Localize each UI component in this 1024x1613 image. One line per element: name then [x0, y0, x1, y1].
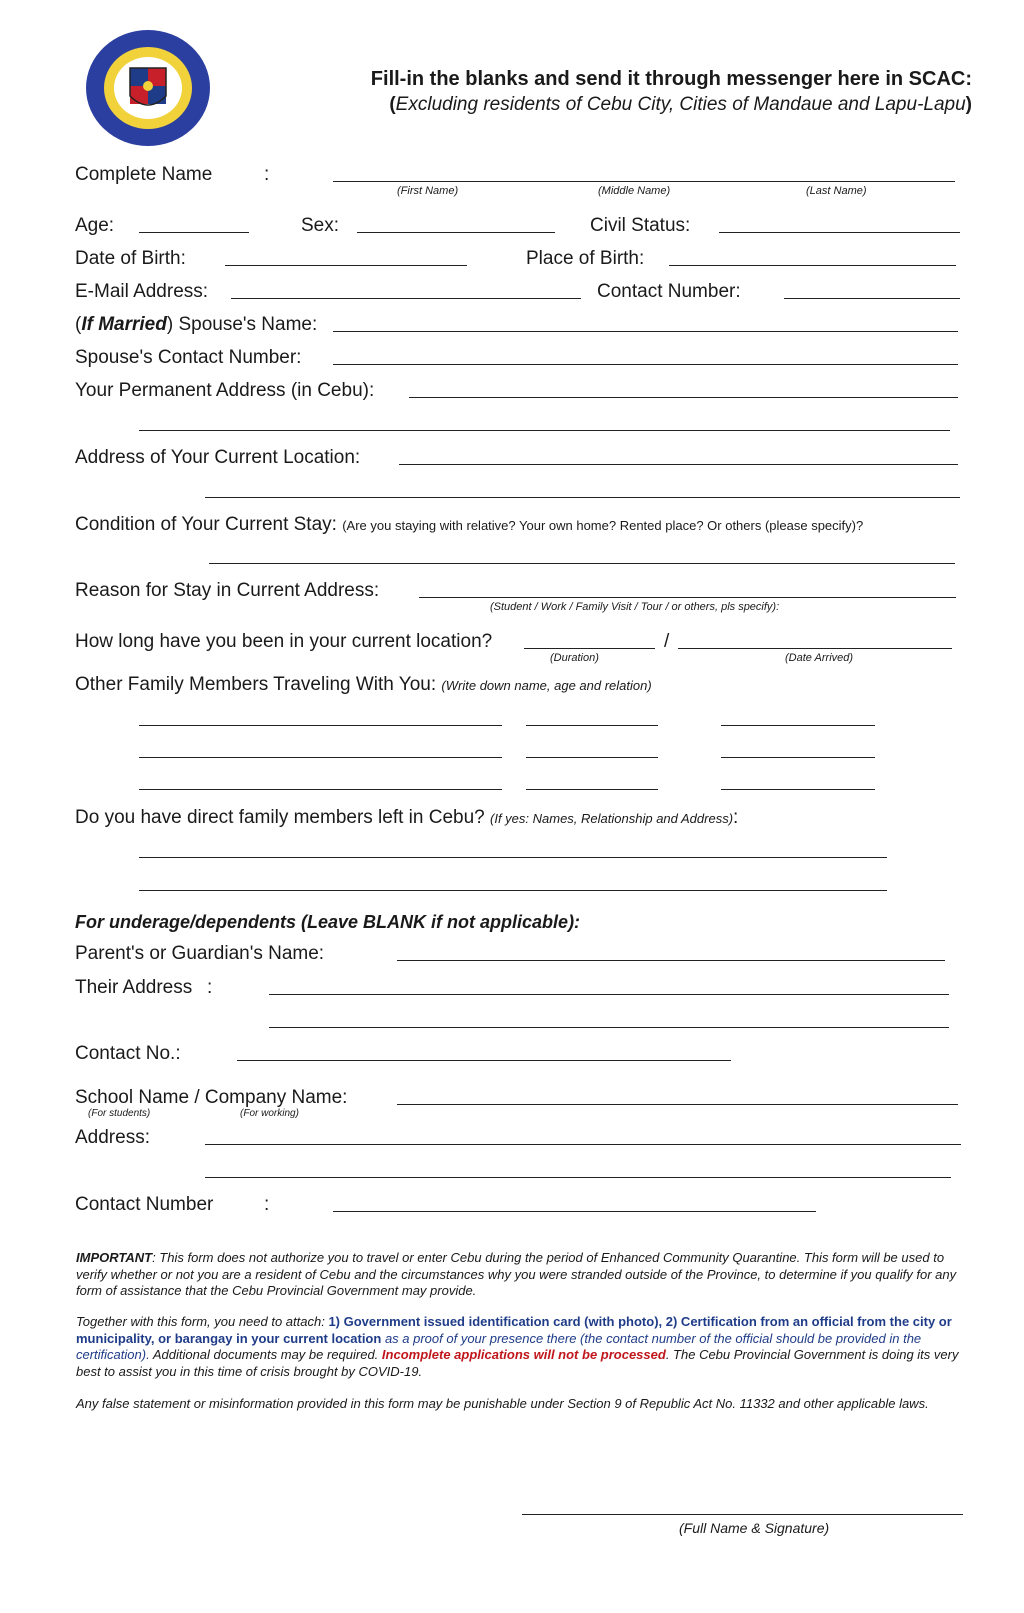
date-arrived-field[interactable]	[678, 648, 952, 649]
permanent-address-field-1[interactable]	[409, 397, 958, 398]
other-family-label	[75, 675, 652, 694]
condition-stay-field[interactable]	[209, 563, 955, 564]
permanent-address-field-2[interactable]	[139, 430, 950, 431]
current-location-label: Address of Your Current Location:	[75, 447, 361, 468]
condition-stay-hint: (Are you staying with relative? Your own home? Rented place? Or others (please specify)?	[342, 518, 864, 533]
signature-field[interactable]	[522, 1514, 963, 1515]
spouse-contact-field[interactable]	[333, 364, 958, 365]
condition-stay-label	[75, 515, 863, 534]
spouse-contact-label: Spouse's Contact Number:	[75, 347, 302, 368]
civil-status-field[interactable]	[719, 232, 960, 233]
underage-contact-number-field[interactable]	[333, 1211, 816, 1212]
guardian-name-field[interactable]	[397, 960, 945, 961]
attach-intro: Together with this form, you need to attach:	[76, 1314, 329, 1329]
family-member-age-2[interactable]	[526, 757, 658, 758]
family-left-field-1[interactable]	[139, 857, 887, 858]
false-statement-note: Any false statement or misinformation provided in this form may be punishable under Section 9 of Republic Act No. 11332 and other applicable laws.	[76, 1396, 929, 1411]
spouse-name-label: (If Married) Spouse's Name:	[75, 314, 318, 335]
date-arrived-hint: (Date Arrived)	[785, 652, 854, 664]
complete-name-colon: :	[264, 164, 270, 185]
first-name-hint: (First Name)	[397, 185, 459, 197]
middle-name-hint: (Middle Name)	[598, 185, 671, 197]
family-left-field-2[interactable]	[139, 890, 887, 891]
dob-label: Date of Birth:	[75, 248, 186, 269]
other-family-text: Other Family Members Traveling With You:	[75, 674, 437, 695]
family-member-relation-3[interactable]	[721, 789, 875, 790]
complete-name-field[interactable]	[333, 181, 955, 182]
underage-address-label: Address:	[75, 1127, 150, 1148]
guardian-name-label: Parent's or Guardian's Name:	[75, 943, 325, 964]
age-field[interactable]	[139, 232, 249, 233]
official-seal	[84, 28, 212, 148]
spouse-name-text: ) Spouse's Name:	[166, 314, 318, 335]
signature-label: (Full Name & Signature)	[679, 1520, 830, 1536]
last-name-hint: (Last Name)	[806, 185, 867, 197]
form-subtitle	[389, 94, 972, 116]
underage-heading: For underage/dependents (Leave BLANK if not applicable):	[75, 912, 581, 932]
underage-contact-number-label: Contact Number	[75, 1194, 214, 1215]
email-field[interactable]	[231, 298, 581, 299]
family-member-age-3[interactable]	[526, 789, 658, 790]
civil-status-label: Civil Status:	[590, 215, 691, 236]
reason-stay-hint: (Student / Work / Family Visit / Tour / or others, pls specify):	[490, 601, 780, 613]
for-students-hint: (For students)	[88, 1108, 151, 1119]
how-long-slash: /	[664, 631, 670, 652]
school-company-field[interactable]	[397, 1104, 958, 1105]
underage-contact-label: Contact No.:	[75, 1043, 181, 1064]
family-member-name-1[interactable]	[139, 725, 502, 726]
underage-address-field-1[interactable]	[205, 1144, 961, 1145]
sex-label: Sex:	[301, 215, 340, 236]
attach-requirements: 1) Government issued identification card (with photo), 2) Certification from an official from the city or municipality, or barangay in your current location	[76, 1314, 952, 1346]
their-address-field-2[interactable]	[269, 1027, 949, 1028]
school-company-label: School Name / Company Name:	[75, 1087, 348, 1108]
subtitle-close-paren: )	[965, 94, 972, 115]
pob-label: Place of Birth:	[526, 248, 645, 269]
other-family-hint: (Write down name, age and relation)	[441, 678, 652, 693]
condition-stay-text: Condition of Your Current Stay:	[75, 514, 337, 535]
contact-number-label: Contact Number:	[597, 281, 741, 302]
dob-field[interactable]	[225, 265, 467, 266]
pob-field[interactable]	[669, 265, 956, 266]
contact-number-field[interactable]	[784, 298, 960, 299]
subtitle-text: Excluding residents of Cebu City, Cities of Mandaue and Lapu-Lapu	[395, 94, 966, 115]
sex-field[interactable]	[357, 232, 555, 233]
attach-incomplete-warning: Incomplete applications will not be processed	[381, 1347, 666, 1362]
attachment-note	[76, 1314, 974, 1380]
family-member-name-2[interactable]	[139, 757, 502, 758]
attach-additional: Additional documents may be required.	[149, 1347, 382, 1362]
reason-stay-label: Reason for Stay in Current Address:	[75, 580, 380, 601]
age-label: Age:	[75, 215, 115, 236]
family-left-hint: (If yes: Names, Relationship and Address)	[490, 811, 734, 826]
family-left-text: Do you have direct family members left in Cebu?	[75, 807, 485, 828]
family-member-relation-2[interactable]	[721, 757, 875, 758]
underage-contact-field[interactable]	[237, 1060, 731, 1061]
if-married-text: If Married	[81, 314, 167, 335]
reason-stay-field[interactable]	[419, 597, 956, 598]
current-location-field-1[interactable]	[399, 464, 958, 465]
family-member-relation-1[interactable]	[721, 725, 875, 726]
their-address-label: Their Address	[75, 977, 193, 998]
attach-closing: . The Cebu Provincial Government is doing its very best to assist you in this time of crisis brought by COVID-19.	[76, 1347, 959, 1379]
family-left-colon: :	[733, 807, 739, 828]
spouse-name-field[interactable]	[333, 331, 958, 332]
underage-address-field-2[interactable]	[205, 1177, 951, 1178]
their-address-field-1[interactable]	[269, 994, 949, 995]
subtitle-open-paren: (	[389, 94, 396, 115]
duration-hint: (Duration)	[550, 652, 599, 664]
important-label: IMPORTANT	[76, 1250, 153, 1265]
current-location-field-2[interactable]	[205, 497, 960, 498]
their-address-colon: :	[207, 977, 213, 998]
family-left-label	[75, 808, 738, 827]
attach-proof-text: as a proof of your presence there (the contact number of the official should be provided in the certification).	[76, 1330, 922, 1362]
for-working-hint: (For working)	[240, 1108, 299, 1119]
duration-field[interactable]	[524, 648, 655, 649]
complete-name-label: Complete Name	[75, 164, 213, 185]
how-long-label: How long have you been in your current location?	[75, 631, 493, 652]
email-label: E-Mail Address:	[75, 281, 209, 302]
family-member-age-1[interactable]	[526, 725, 658, 726]
family-member-name-3[interactable]	[139, 789, 502, 790]
form-title: Fill-in the blanks and send it through messenger here in SCAC:	[370, 68, 972, 90]
important-note	[76, 1250, 974, 1300]
permanent-address-label: Your Permanent Address (in Cebu):	[75, 380, 375, 401]
important-text: : This form does not authorize you to travel or enter Cebu during the period of Enhanced Community Quarantine. This form will be used to verify whether or not you are a resident of Cebu and the circumstances why you were stranded outside of the Province, to determine if you qualify for any form of assistance that the Cebu Provincial Government may provide.	[76, 1250, 957, 1298]
underage-contact-number-colon: :	[264, 1194, 270, 1215]
